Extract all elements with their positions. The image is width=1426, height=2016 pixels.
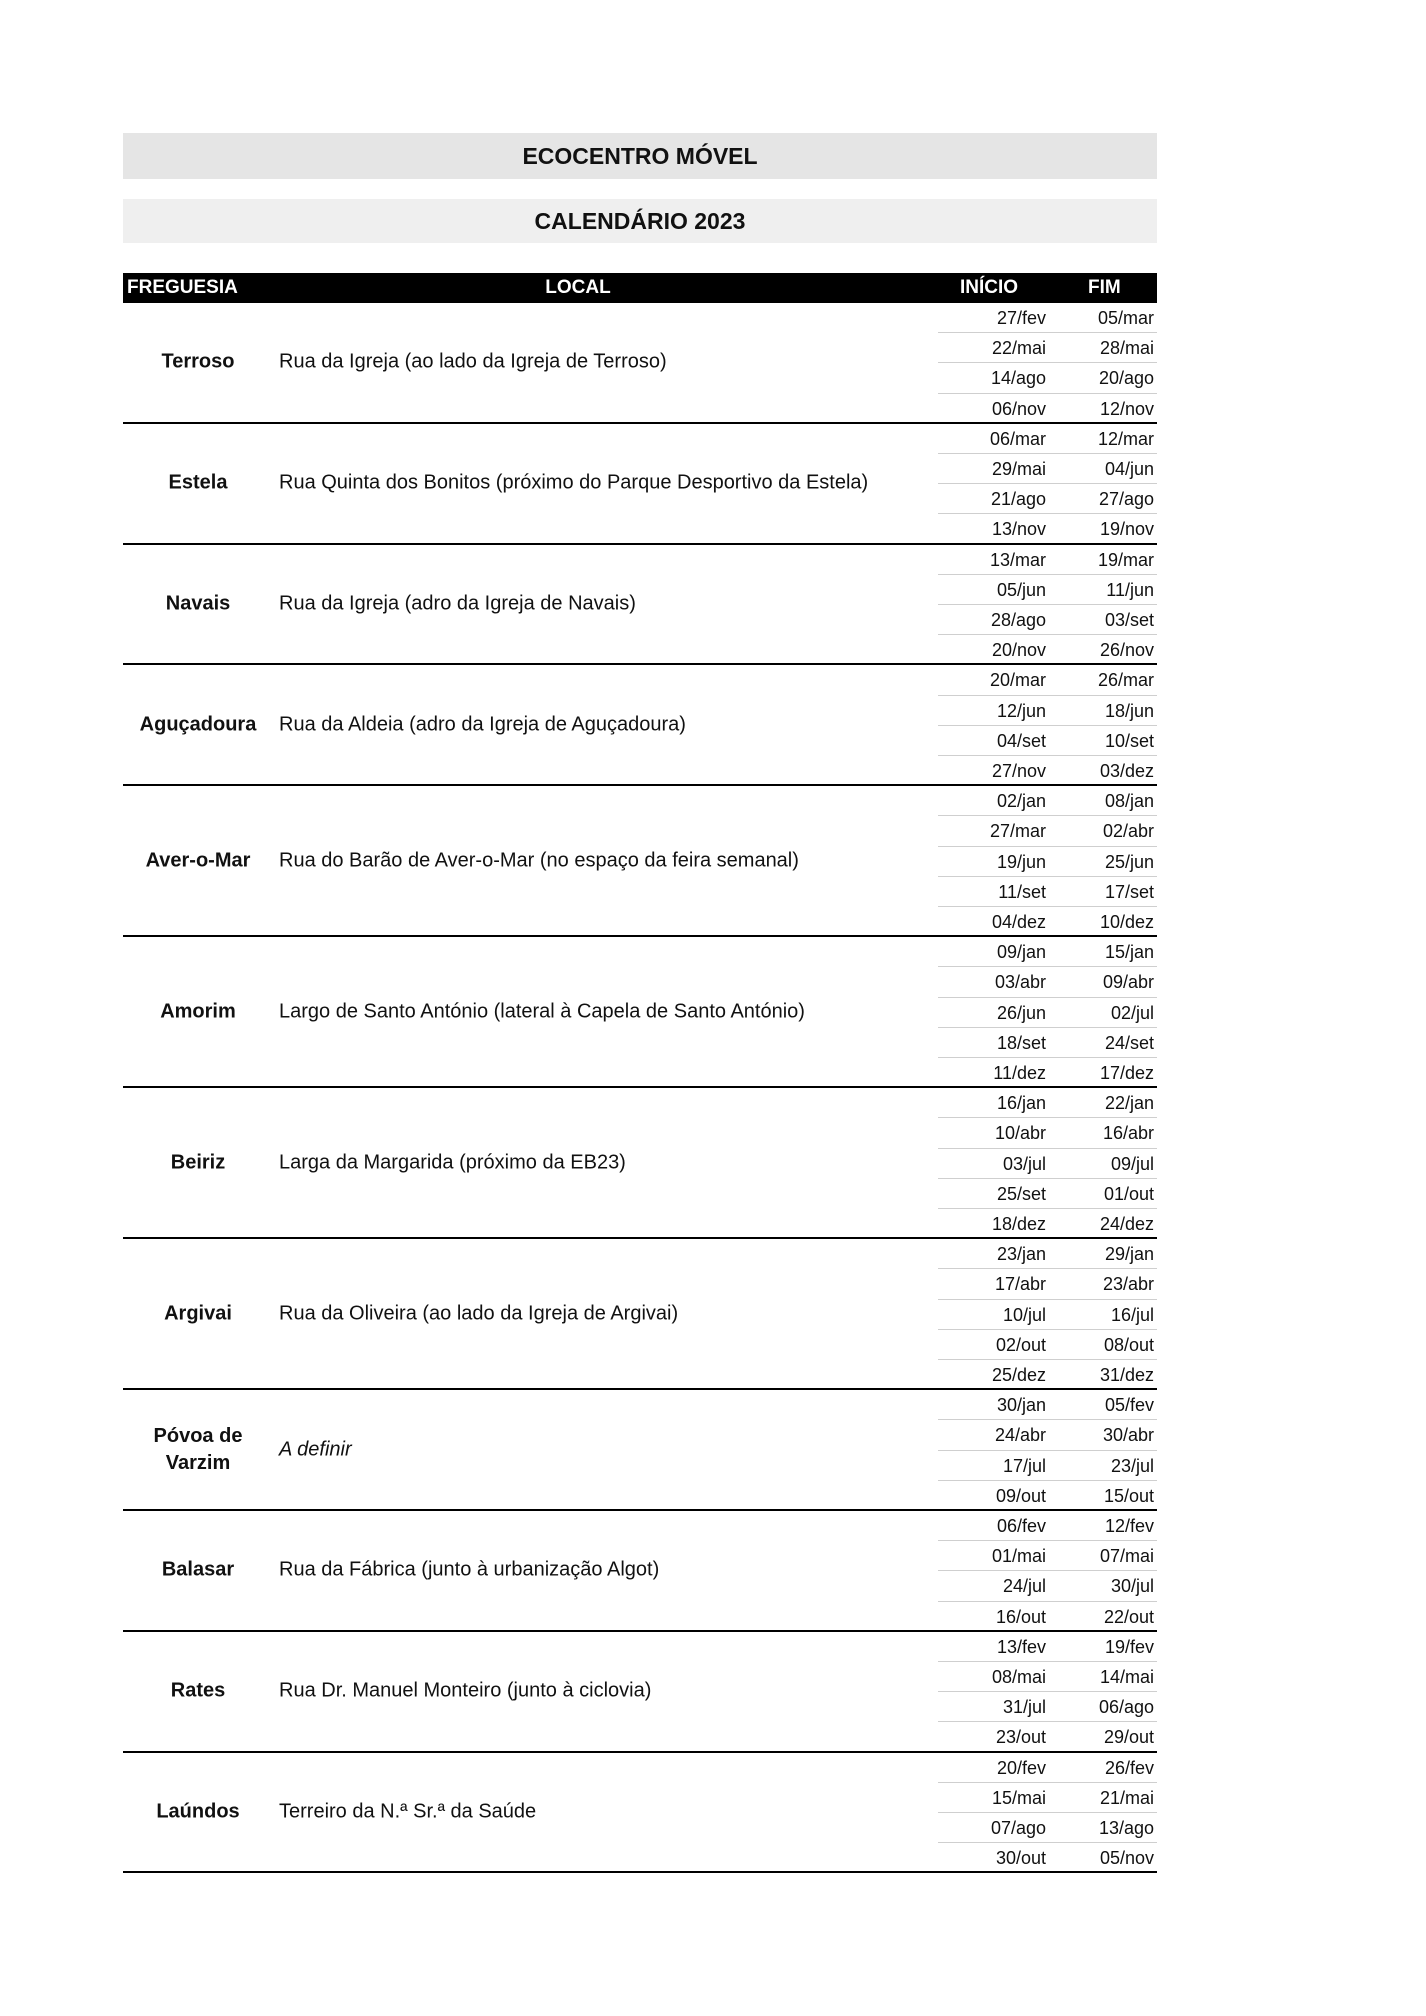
end-date: 26/mar: [1097, 670, 1154, 691]
date-list: [938, 1753, 1157, 1874]
date-row: [938, 1662, 1157, 1692]
table-row: [123, 1753, 1157, 1874]
start-date: 03/jul: [1002, 1153, 1046, 1174]
date-row: [938, 514, 1157, 544]
local-cell: Rua do Barão de Aver-o-Mar (no espaço da feira semanal): [279, 849, 799, 872]
end-date: 07/mai: [1099, 1546, 1154, 1567]
end-date: 12/mar: [1097, 428, 1154, 449]
start-date: 30/out: [995, 1848, 1046, 1869]
start-date: 10/abr: [994, 1123, 1046, 1144]
date-list: [938, 1239, 1157, 1390]
freguesia-cell: Terroso: [161, 350, 235, 373]
date-row: [938, 665, 1157, 695]
table-row: [123, 1088, 1157, 1239]
date-row: [938, 726, 1157, 756]
date-row: [938, 1058, 1157, 1088]
local-cell: Rua da Igreja (ao lado da Igreja de Terroso): [279, 350, 667, 373]
date-row: [938, 1149, 1157, 1179]
end-date: 10/dez: [1099, 911, 1154, 932]
date-row: [938, 877, 1157, 907]
freguesia-cell: Aver-o-Mar: [145, 849, 251, 872]
end-date: 01/out: [1103, 1183, 1154, 1204]
date-list: [938, 1511, 1157, 1632]
date-row: [938, 1813, 1157, 1843]
date-row: [938, 1602, 1157, 1632]
end-date: 23/abr: [1102, 1274, 1154, 1295]
page-subtitle: CALENDÁRIO 2023: [123, 199, 1157, 243]
start-date: 11/set: [998, 881, 1046, 902]
start-date: 19/jun: [996, 851, 1046, 872]
end-date: 02/abr: [1102, 821, 1154, 842]
date-row: [938, 303, 1157, 333]
date-list: [938, 1390, 1157, 1511]
start-date: 16/out: [995, 1606, 1046, 1627]
start-date: 08/mai: [991, 1666, 1046, 1687]
local-cell: Rua Quinta dos Bonitos (próximo do Parque Desportivo da Estela): [279, 471, 869, 494]
date-row: [938, 1511, 1157, 1541]
start-date: 02/jan: [996, 791, 1046, 812]
start-date: 31/jul: [1002, 1697, 1046, 1718]
start-date: 15/mai: [991, 1787, 1046, 1808]
date-row: [938, 1420, 1157, 1450]
end-date: 18/jun: [1104, 700, 1154, 721]
start-date: 21/ago: [990, 489, 1046, 510]
start-date: 27/nov: [991, 760, 1046, 781]
end-date: 13/ago: [1098, 1817, 1154, 1838]
end-date: 09/jul: [1110, 1153, 1154, 1174]
end-date: 02/jul: [1110, 1002, 1154, 1023]
start-date: 23/out: [995, 1727, 1046, 1748]
end-date: 24/dez: [1099, 1213, 1154, 1234]
date-row: [938, 635, 1157, 665]
start-date: 20/nov: [991, 640, 1046, 661]
date-row: [938, 1300, 1157, 1330]
date-row: [938, 545, 1157, 575]
freguesia-cell: Aguçadoura: [139, 713, 257, 736]
end-date: 04/jun: [1104, 458, 1154, 479]
end-date: 20/ago: [1098, 368, 1154, 389]
start-date: 13/fev: [996, 1636, 1046, 1657]
start-date: 18/set: [996, 1032, 1046, 1053]
end-date: 19/fev: [1104, 1636, 1154, 1657]
end-date: 05/fev: [1104, 1395, 1154, 1416]
local-cell: Rua da Fábrica (junto à urbanização Algot): [279, 1558, 660, 1581]
start-date: 03/abr: [994, 972, 1046, 993]
end-date: 19/mar: [1097, 549, 1154, 570]
end-date: 14/mai: [1099, 1666, 1154, 1687]
local-cell: Rua da Aldeia (adro da Igreja de Aguçadoura): [279, 713, 686, 736]
end-date: 16/jul: [1110, 1304, 1154, 1325]
start-date: 05/jun: [996, 579, 1046, 600]
date-row: [938, 937, 1157, 967]
start-date: 17/abr: [994, 1274, 1046, 1295]
date-row: [938, 1571, 1157, 1601]
date-row: [938, 1269, 1157, 1299]
end-date: 25/jun: [1104, 851, 1154, 872]
local-cell: Rua Dr. Manuel Monteiro (junto à ciclovia): [279, 1679, 652, 1702]
start-date: 27/fev: [996, 308, 1046, 328]
date-list: [938, 786, 1157, 937]
start-date: 25/set: [996, 1183, 1046, 1204]
date-row: [938, 484, 1157, 514]
end-date: 31/dez: [1099, 1364, 1154, 1385]
date-row: [938, 1088, 1157, 1118]
start-date: 26/jun: [996, 1002, 1046, 1023]
start-date: 06/mar: [989, 428, 1046, 449]
start-date: 11/dez: [993, 1062, 1046, 1083]
date-row: [938, 1028, 1157, 1058]
freguesia-cell: Póvoa de Varzim: [153, 1424, 243, 1474]
end-date: 26/fev: [1104, 1757, 1154, 1778]
end-date: 17/dez: [1099, 1062, 1154, 1083]
end-date: 22/jan: [1104, 1093, 1154, 1114]
start-date: 02/out: [995, 1334, 1046, 1355]
start-date: 18/dez: [991, 1213, 1046, 1234]
end-date: 10/set: [1104, 730, 1154, 751]
date-list: [938, 665, 1157, 786]
end-date: 28/mai: [1099, 338, 1154, 359]
start-date: 24/jul: [1002, 1576, 1046, 1597]
date-row: [938, 816, 1157, 846]
start-date: 20/mar: [989, 670, 1046, 691]
start-date: 24/abr: [994, 1425, 1046, 1446]
freguesia-cell: Amorim: [160, 1000, 236, 1023]
freguesia-cell: Rates: [170, 1679, 226, 1702]
end-date: 24/set: [1104, 1032, 1154, 1053]
date-list: [938, 303, 1157, 424]
freguesia-cell: Balasar: [161, 1558, 235, 1581]
date-row: [938, 605, 1157, 635]
date-row: [938, 1390, 1157, 1420]
local-cell: Rua da Igreja (adro da Igreja de Navais): [279, 592, 636, 615]
table-row: [123, 303, 1157, 424]
start-date: 09/out: [995, 1485, 1046, 1506]
end-date: 30/jul: [1110, 1576, 1154, 1597]
date-row: [938, 998, 1157, 1028]
header-inicio: INÍCIO: [960, 277, 1019, 298]
end-date: 22/out: [1103, 1606, 1154, 1627]
table-row: [123, 545, 1157, 666]
end-date: 15/jan: [1104, 942, 1154, 963]
date-row: [938, 363, 1157, 393]
local-cell: Largo de Santo António (lateral à Capela de Santo António): [279, 1000, 805, 1023]
start-date: 28/ago: [990, 609, 1046, 630]
table-row: [123, 424, 1157, 545]
table-header: [123, 273, 1157, 303]
start-date: 04/set: [996, 730, 1046, 751]
end-date: 29/out: [1103, 1727, 1154, 1748]
end-date: 12/fev: [1104, 1515, 1154, 1536]
start-date: 06/nov: [991, 398, 1046, 419]
end-date: 08/out: [1103, 1334, 1154, 1355]
end-date: 23/jul: [1110, 1455, 1154, 1476]
date-row: [938, 1239, 1157, 1269]
start-date: 09/jan: [996, 942, 1046, 963]
header-freguesia: FREGUESIA: [127, 277, 238, 298]
local-cell: Rua da Oliveira (ao lado da Igreja de Argivai): [279, 1302, 679, 1325]
date-row: [938, 1722, 1157, 1752]
end-date: 16/abr: [1102, 1123, 1154, 1144]
start-date: 25/dez: [991, 1364, 1046, 1385]
date-row: [938, 1118, 1157, 1148]
end-date: 30/abr: [1102, 1425, 1154, 1446]
date-row: [938, 575, 1157, 605]
date-list: [938, 545, 1157, 666]
date-row: [938, 1481, 1157, 1511]
end-date: 03/set: [1104, 609, 1154, 630]
date-row: [938, 1753, 1157, 1783]
date-row: [938, 1843, 1157, 1873]
table-row: [123, 1239, 1157, 1390]
end-date: 06/ago: [1098, 1697, 1154, 1718]
table-row: [123, 665, 1157, 786]
table-row: [123, 1390, 1157, 1511]
local-cell: A definir: [279, 1438, 352, 1461]
start-date: 13/nov: [991, 519, 1046, 540]
end-date: 05/nov: [1099, 1848, 1154, 1869]
date-row: [938, 1209, 1157, 1239]
end-date: 11/jun: [1106, 579, 1154, 600]
end-date: 21/mai: [1099, 1787, 1154, 1808]
local-cell: Terreiro da N.ª Sr.ª da Saúde: [279, 1800, 537, 1823]
end-date: 03/dez: [1099, 760, 1154, 781]
freguesia-cell: Beiriz: [170, 1151, 226, 1174]
start-date: 10/jul: [1002, 1304, 1046, 1325]
start-date: 22/mai: [991, 338, 1046, 359]
start-date: 23/jan: [996, 1244, 1046, 1265]
date-row: [938, 1360, 1157, 1390]
start-date: 30/jan: [996, 1395, 1046, 1416]
date-row: [938, 424, 1157, 454]
date-list: [938, 937, 1157, 1088]
date-row: [938, 1783, 1157, 1813]
page-title: ECOCENTRO MÓVEL: [123, 133, 1157, 179]
end-date: 17/set: [1104, 881, 1154, 902]
date-row: [938, 1632, 1157, 1662]
start-date: 16/jan: [996, 1093, 1046, 1114]
date-row: [938, 333, 1157, 363]
table-row: [123, 937, 1157, 1088]
header-fim: FIM: [1088, 277, 1121, 298]
date-row: [938, 1692, 1157, 1722]
date-list: [938, 1632, 1157, 1753]
date-list: [938, 424, 1157, 545]
start-date: 01/mai: [991, 1546, 1046, 1567]
date-row: [938, 454, 1157, 484]
table-row: [123, 786, 1157, 937]
date-row: [938, 1330, 1157, 1360]
start-date: 07/ago: [990, 1817, 1046, 1838]
end-date: 05/mar: [1097, 308, 1154, 328]
date-row: [938, 786, 1157, 816]
date-row: [938, 847, 1157, 877]
date-row: [938, 967, 1157, 997]
date-row: [938, 907, 1157, 937]
date-row: [938, 1451, 1157, 1481]
date-row: [938, 1541, 1157, 1571]
date-row: [938, 394, 1157, 424]
end-date: 12/nov: [1099, 398, 1154, 419]
start-date: 27/mar: [989, 821, 1046, 842]
start-date: 04/dez: [991, 911, 1046, 932]
freguesia-cell: Estela: [168, 471, 228, 494]
start-date: 06/fev: [996, 1515, 1046, 1536]
start-date: 14/ago: [990, 368, 1046, 389]
freguesia-cell: Laúndos: [156, 1800, 240, 1823]
start-date: 29/mai: [991, 458, 1046, 479]
start-date: 13/mar: [989, 549, 1046, 570]
date-list: [938, 1088, 1157, 1239]
freguesia-cell: Argivai: [164, 1302, 232, 1325]
table-body: [123, 303, 1157, 1873]
end-date: 19/nov: [1099, 519, 1154, 540]
end-date: 09/abr: [1102, 972, 1154, 993]
date-row: [938, 756, 1157, 786]
end-date: 08/jan: [1104, 791, 1154, 812]
freguesia-cell: Navais: [165, 592, 231, 615]
table-row: [123, 1632, 1157, 1753]
header-local: LOCAL: [545, 277, 611, 298]
end-date: 27/ago: [1098, 489, 1154, 510]
date-row: [938, 696, 1157, 726]
date-row: [938, 1179, 1157, 1209]
schedule-table: [123, 273, 1157, 1873]
end-date: 26/nov: [1099, 640, 1154, 661]
end-date: 15/out: [1103, 1485, 1154, 1506]
start-date: 20/fev: [996, 1757, 1046, 1778]
start-date: 12/jun: [996, 700, 1046, 721]
start-date: 17/jul: [1002, 1455, 1046, 1476]
table-row: [123, 1511, 1157, 1632]
end-date: 29/jan: [1104, 1244, 1154, 1265]
local-cell: Larga da Margarida (próximo da EB23): [279, 1151, 626, 1174]
